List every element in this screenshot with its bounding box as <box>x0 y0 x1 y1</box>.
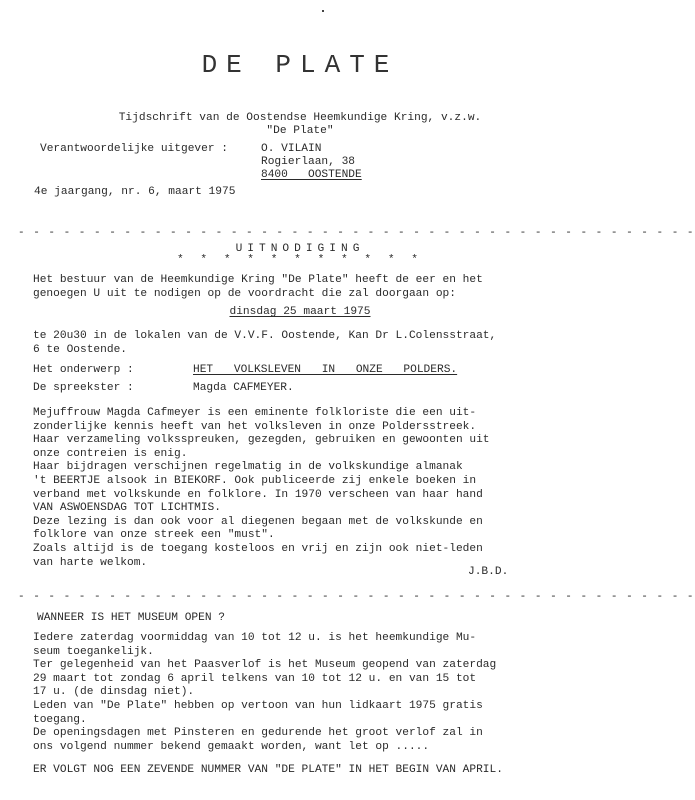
museum-body <box>33 632 588 754</box>
museum-line: toegang. <box>33 713 87 726</box>
subtitle-line-2: "De Plate" <box>266 125 334 137</box>
invitation-stars: * * * * * * * * * * * <box>177 254 423 266</box>
invitation-location <box>33 330 588 357</box>
invitation-body <box>33 407 588 570</box>
location-line-1: te 20u30 in de lokalen van de V.V.F. Oostende, Kan Dr L.Colensstraat, <box>33 330 497 342</box>
museum-line: Ter gelegenheid van het Paasverlof is het Museum geopend van zaterdag <box>33 659 497 672</box>
issue-info: 4e jaargang, nr. 6, maart 1975 <box>34 186 236 198</box>
museum-line: 29 maart tot zondag 6 april telkens van 10 tot 12 u. en van 15 tot <box>33 672 477 685</box>
body-line: Haar bijdragen verschijnen regelmatig in de volkskundige almanak <box>33 461 463 474</box>
closing-notice: ER VOLGT NOG EEN ZEVENDE NUMMER VAN "DE PLATE" IN HET BEGIN VAN APRIL. <box>33 764 503 776</box>
body-line: zonderlijke kennis heeft van het volksleven in onze Poldersstreek. <box>33 420 477 433</box>
body-line: Deze lezing is dan ook voor al diegenen begaan met de volkskunde en <box>33 515 483 528</box>
body-line: VAN ASWOENSDAG TOT LICHTMIS. <box>33 502 221 515</box>
invitation-date: dinsdag 25 maart 1975 <box>229 306 371 318</box>
masthead-title: DE PLATE <box>201 50 399 80</box>
separator-1: - - - - - - - - - - - - - - - - - - - - - - - - - - - - - - - - - - - - - - - - - - - - - <box>18 227 695 239</box>
museum-line: De openingsdagen met Pinsteren en gedurende het groot verlof zal in <box>33 727 483 740</box>
body-line: van harte welkom. <box>33 556 148 569</box>
subtitle-line-1: Tijdschrift van de Oostendse Heemkundige Kring, v.z.w. <box>118 112 482 124</box>
museum-line: 17 u. (de dinsdag niet). <box>33 686 195 699</box>
speaker-name: Magda CAFMEYER. <box>193 382 294 394</box>
body-line: Mejuffrouw Magda Cafmeyer is een eminente folkloriste die een uit- <box>33 407 477 419</box>
separator-2: - - - - - - - - - - - - - - - - - - - - - - - - - - - - - - - - - - - - - - - - - - - - - <box>18 591 695 603</box>
subject-value <box>193 364 457 377</box>
body-line: verband met volkskunde en folklore. In 1970 verscheen van haar hand <box>33 488 483 501</box>
publisher-label: Verantwoordelijke uitgever : <box>40 143 228 155</box>
subject-text: HET VOLKSLEVEN IN ONZE POLDERS. <box>193 364 458 376</box>
publisher-city: 8400 OOSTENDE <box>261 169 362 181</box>
publisher-name: O. VILAIN <box>261 143 322 155</box>
museum-line: Leden van "De Plate" hebben op vertoon van hun lidkaart 1975 gratis <box>33 699 483 712</box>
museum-line: seum toegankelijk. <box>33 645 154 658</box>
intro-line-1: Het bestuur van de Heemkundige Kring "De Plate" heeft de eer en het <box>33 274 483 286</box>
location-line-2: 6 te Oostende. <box>33 343 127 356</box>
publisher-street: Rogierlaan, 38 <box>261 156 355 168</box>
body-line: Zoals altijd is de toegang kosteloos en vrij en zijn ook niet-leden <box>33 542 483 555</box>
body-line: 't BEERTJE alsook in BIEKORF. Ook publiceerde zij enkele boeken in <box>33 474 477 487</box>
museum-line: ons volgend nummer bekend gemaakt worden, want let op ..... <box>33 740 430 753</box>
body-line: Haar verzameling volksspreuken, gezegden, gebruiken en gewoonten uit <box>33 434 490 447</box>
intro-line-2: genoegen U uit te nodigen op de voordracht die zal doorgaan op: <box>33 287 456 300</box>
speaker-label: De spreekster : <box>33 382 134 394</box>
signature-initials: J.B.D. <box>468 566 509 578</box>
invitation-heading: UITNODIGING <box>235 243 365 255</box>
scan-speck <box>322 10 324 12</box>
body-line: folklore van onze streek een "must". <box>33 529 275 542</box>
museum-heading: WANNEER IS HET MUSEUM OPEN ? <box>37 612 225 624</box>
invitation-intro <box>33 274 588 301</box>
body-line: onze contreien is enig. <box>33 447 188 460</box>
subject-label: Het onderwerp : <box>33 364 134 376</box>
museum-line: Iedere zaterdag voormiddag van 10 tot 12 u. is het heemkundige Mu- <box>33 632 477 644</box>
